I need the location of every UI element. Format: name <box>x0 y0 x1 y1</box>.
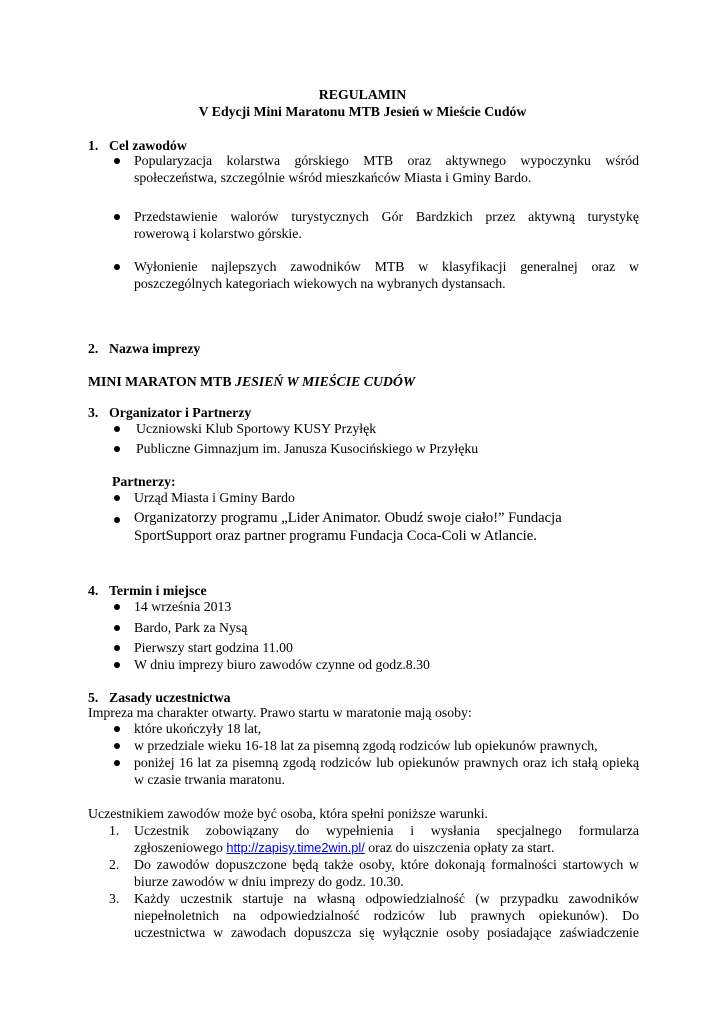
item-number: 3. <box>109 891 120 906</box>
item-text <box>134 839 554 856</box>
section-number: 4. <box>88 583 99 598</box>
list-item-text: 14 września 2013 <box>134 599 232 614</box>
section-heading: Termin i miejsce <box>109 583 207 598</box>
section-intro: Impreza ma charakter otwarty. Prawo startu w maratonie mają osoby: <box>88 705 472 720</box>
bullet-icon <box>114 625 120 631</box>
bullet-icon <box>114 760 120 766</box>
list-item-text: Przedstawienie walorów turystycznych Gór Bardzkich przez aktywną turystykę <box>134 209 639 224</box>
list-item-text: Wyłonienie najlepszych zawodników MTB w klasyfikacji generalnej oraz w <box>134 259 639 274</box>
list-item-text: Bardo, Park za Nysą <box>134 620 248 635</box>
organizer-item: Uczniowski Klub Sportowy KUSY Przyłęk <box>136 421 377 436</box>
item-number: 2. <box>109 857 120 872</box>
registration-link[interactable]: http://zapisy.time2win.pl/ <box>226 840 365 855</box>
partner-item: Organizatorzy programu „Lider Animator. Obudź swoje ciało!” Fundacja <box>134 510 562 526</box>
section-heading: Organizator i Partnerzy <box>109 405 252 420</box>
list-item-text: rowerową i kolarstwo górskie. <box>134 226 302 241</box>
item-number: 1. <box>109 823 120 838</box>
bullet-icon <box>114 446 120 452</box>
partner-item: SportSupport oraz partner programu Fundacja Coca-Coli w Atlancie. <box>134 528 537 544</box>
section-number: 5. <box>88 690 99 705</box>
list-item-text: które ukończyły 18 lat, <box>134 721 262 736</box>
organizer-item: Publiczne Gimnazjum im. Janusza Kusocińskiego w Przyłęku <box>136 441 479 456</box>
list-item-text: poszczególnych kategoriach wiekowych na wybranych dystansach. <box>134 276 506 291</box>
bullet-icon <box>114 264 120 270</box>
event-name-plain: MINI MARATON MTB <box>88 374 236 389</box>
list-item-text: Popularyzacja kolarstwa górskiego MTB oraz aktywnego wypoczynku wśród <box>134 153 639 168</box>
bullet-icon <box>114 604 120 610</box>
document-subtitle: V Edycji Mini Maratonu MTB Jesień w Mieście Cudów <box>198 104 527 119</box>
section-number: 2. <box>88 341 99 356</box>
conditions-intro: Uczestnikiem zawodów może być osoba, która spełni poniższe warunki. <box>88 806 488 821</box>
event-name-italic: JESIEŃ W MIEŚCIE CUDÓW <box>235 374 416 389</box>
item-text-before: zgłoszeniowego <box>134 840 227 855</box>
section-heading: Nazwa imprezy <box>109 341 201 356</box>
item-text: Do zawodów dopuszczone będą także osoby, które dokonają formalności startowych w <box>134 857 639 872</box>
event-name <box>88 373 415 390</box>
bullet-icon <box>114 662 120 668</box>
list-item-text: poniżej 16 lat za pisemną zgodą rodziców lub opiekunów prawnych oraz ich stałą opieką <box>134 755 639 770</box>
list-item-text: Pierwszy start godzina 11.00 <box>134 640 293 655</box>
bullet-icon <box>114 495 120 501</box>
bullet-icon <box>114 214 120 220</box>
list-item-text: W dniu imprezy biuro zawodów czynne od godz.8.30 <box>134 657 430 672</box>
bullet-icon <box>114 743 120 749</box>
partners-heading: Partnerzy: <box>112 474 176 489</box>
bullet-icon <box>114 426 120 432</box>
item-text: uczestnictwa w zawodach dopuszcza się wyłącznie osoby posiadające zaświadczenie <box>134 925 639 940</box>
list-item-text: w przedziale wieku 16-18 lat za pisemną zgodą rodziców lub opiekunów prawnych, <box>134 738 598 753</box>
bullet-icon <box>114 517 120 523</box>
bullet-icon <box>114 645 120 651</box>
partner-item: Urząd Miasta i Gminy Bardo <box>134 490 295 505</box>
section-heading: Zasady uczestnictwa <box>109 690 231 705</box>
bullet-icon <box>114 726 120 732</box>
item-text: biurze zawodów w dniu imprezy do godz. 10.30. <box>134 874 404 889</box>
bullet-icon <box>114 158 120 164</box>
item-text: niepełnoletnich na odpowiedzialność rodziców lub prawnych opiekunów). Do <box>134 908 639 923</box>
item-text-after: oraz do uiszczenia opłaty za start. <box>364 840 555 855</box>
section-number: 1. <box>88 138 99 153</box>
list-item-text: w czasie trwania maratonu. <box>134 772 285 787</box>
document-title: REGULAMIN <box>318 87 407 102</box>
list-item-text: społeczeństwa, szczególnie wśród mieszkańców Miasta i Gminy Bardo. <box>134 170 532 185</box>
section-number: 3. <box>88 405 99 420</box>
item-text: Uczestnik zobowiązany do wypełnienia i wysłania specjalnego formularza <box>134 823 639 838</box>
section-heading: Cel zawodów <box>109 138 187 153</box>
item-text: Każdy uczestnik startuje na własną odpowiedzialność (w przypadku zawodników <box>134 891 639 906</box>
